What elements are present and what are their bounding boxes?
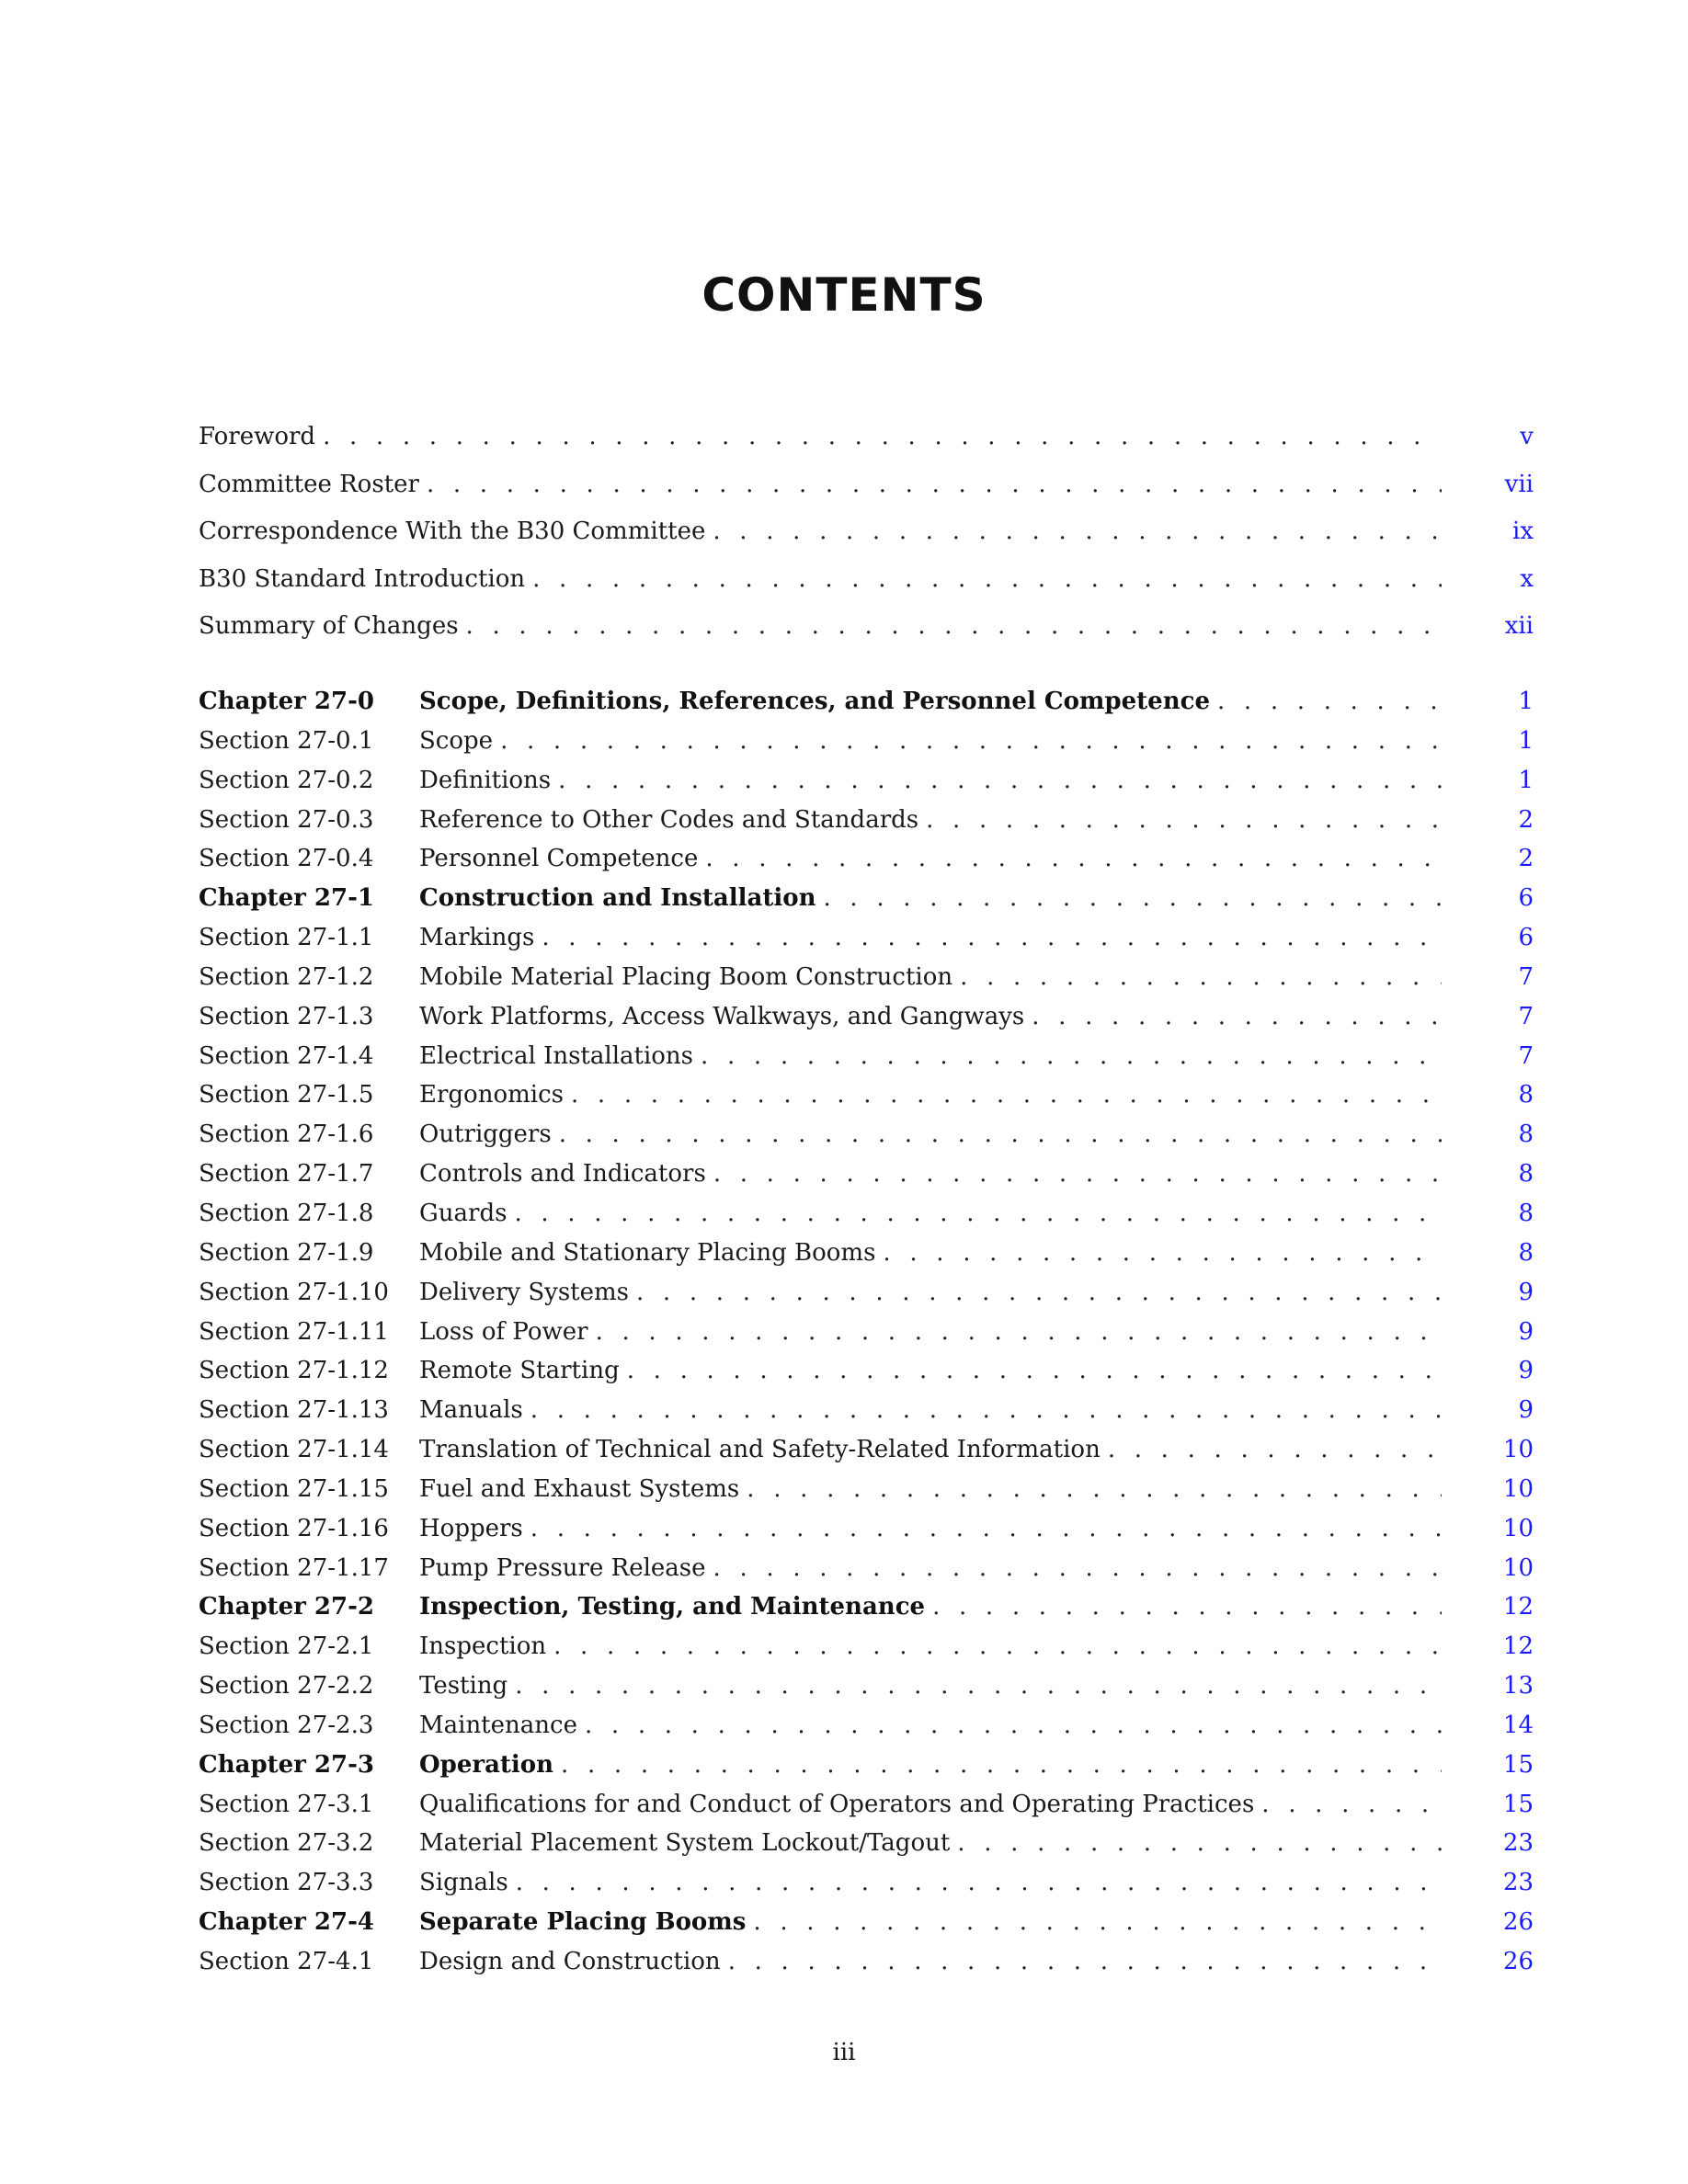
section-label: Section 27-1.12: [199, 1357, 389, 1385]
toc-section-row: [199, 1632, 1534, 1672]
page-link[interactable]: ix: [1512, 518, 1534, 546]
dot-leader: [932, 1593, 1442, 1621]
dot-leader: [571, 1081, 1442, 1109]
dot-leader: [530, 1396, 1442, 1424]
section-label: Section 27-4.1: [199, 1948, 374, 1975]
toc-section-row: [199, 1436, 1534, 1475]
section-label: Section 27-0.3: [199, 805, 374, 834]
section-label: Section 27-1.4: [199, 1041, 374, 1070]
section-title: Reference to Other Codes and Standards: [419, 805, 919, 834]
section-title: Work Platforms, Access Walkways, and Gangways: [419, 1002, 1025, 1030]
dot-leader: [596, 1318, 1442, 1346]
dot-leader: [713, 1160, 1442, 1188]
chapter-label: Chapter 27-0: [199, 688, 374, 715]
section-label: Section 27-2.1: [199, 1632, 374, 1661]
chapter-title: Separate Placing Booms: [419, 1908, 747, 1937]
section-title: Qualifications for and Conduct of Operators and Operating Practices: [419, 1790, 1255, 1818]
chapter-title: Construction and Installation: [419, 884, 816, 913]
toc-chapter-row: [199, 1751, 1534, 1791]
page-link[interactable]: 26: [1502, 1948, 1534, 1975]
dot-leader: [542, 924, 1442, 951]
dot-leader: [713, 1554, 1442, 1582]
page-link[interactable]: 8: [1518, 1199, 1534, 1227]
dot-leader: [553, 1632, 1442, 1660]
toc-section-row: [199, 1081, 1534, 1120]
toc-section-row: [199, 767, 1534, 806]
dot-leader: [957, 1829, 1442, 1857]
toc-entry-foreword: [199, 423, 1534, 471]
toc-entry-standard-introduction: [199, 565, 1534, 613]
page-link[interactable]: 8: [1518, 1238, 1534, 1267]
toc-section-row: [199, 1672, 1534, 1712]
section-title: Markings: [419, 924, 535, 952]
section-title: Design and Construction: [419, 1948, 721, 1975]
dot-leader: [883, 1239, 1442, 1267]
page-link[interactable]: 15: [1502, 1790, 1534, 1818]
toc-chapter-row: [199, 1908, 1534, 1948]
dot-leader: [728, 1948, 1442, 1975]
toc-section-row: [199, 1791, 1534, 1830]
toc-entry-committee-roster: [199, 471, 1534, 518]
page-link[interactable]: 10: [1502, 1436, 1534, 1464]
page-link[interactable]: 8: [1518, 1160, 1534, 1189]
page-link[interactable]: 1: [1518, 726, 1534, 755]
page-link[interactable]: 10: [1502, 1474, 1534, 1503]
toc-entry-summary-of-changes: [199, 612, 1534, 660]
page-link[interactable]: 12: [1502, 1632, 1534, 1661]
section-label: Section 27-3.1: [199, 1790, 374, 1818]
section-title: Material Placement System Lockout/Tagout: [419, 1829, 951, 1858]
dot-leader: [323, 423, 1442, 450]
section-title: Loss of Power: [419, 1317, 588, 1346]
chapter-label: Chapter 27-4: [199, 1908, 374, 1937]
page-link[interactable]: 26: [1502, 1908, 1534, 1937]
section-title: Inspection: [419, 1632, 547, 1661]
page-link[interactable]: 9: [1518, 1317, 1534, 1346]
toc-section-row: [199, 963, 1534, 1003]
toc-entry-title: Correspondence With the B30 Committee: [199, 518, 706, 546]
section-title: Personnel Competence: [419, 845, 699, 873]
dot-leader: [960, 963, 1442, 991]
toc-section-row: [199, 1160, 1534, 1200]
page-link[interactable]: 9: [1518, 1278, 1534, 1306]
page-link[interactable]: v: [1520, 423, 1534, 450]
section-title: Hoppers: [419, 1514, 523, 1542]
page-number-footer: iii: [832, 2039, 856, 2066]
toc-section-row: [199, 727, 1534, 767]
page-link[interactable]: 9: [1518, 1396, 1534, 1425]
page-link[interactable]: 9: [1518, 1357, 1534, 1385]
chapter-label: Chapter 27-3: [199, 1750, 374, 1779]
toc-chapter-row: [199, 688, 1534, 727]
toc-section-row: [199, 1869, 1534, 1908]
section-title: Testing: [419, 1672, 508, 1701]
toc-section-row: [199, 924, 1534, 963]
dot-leader: [753, 1908, 1442, 1936]
toc-section-row: [199, 1829, 1534, 1869]
page-link[interactable]: 7: [1518, 962, 1534, 991]
toc-section-row: [199, 1279, 1534, 1318]
toc-section-row: [199, 1120, 1534, 1160]
toc-section-row: [199, 1515, 1534, 1554]
toc-entry-correspondence: [199, 518, 1534, 565]
section-label: Section 27-1.7: [199, 1160, 374, 1189]
page-link[interactable]: 10: [1502, 1514, 1534, 1542]
chapter-label: Chapter 27-1: [199, 884, 374, 913]
section-title: Maintenance: [419, 1711, 577, 1739]
page-link[interactable]: vii: [1504, 470, 1534, 498]
toc-section-row: [199, 806, 1534, 846]
toc-section-row: [199, 1712, 1534, 1751]
section-label: Section 27-0.1: [199, 726, 374, 755]
section-label: Section 27-1.16: [199, 1514, 389, 1542]
dot-leader: [713, 518, 1442, 545]
toc-section-row: [199, 1318, 1534, 1358]
toc-section-row: [199, 1357, 1534, 1396]
toc-section-row: [199, 1239, 1534, 1279]
dot-leader: [1261, 1791, 1442, 1818]
section-title: Fuel and Exhaust Systems: [419, 1474, 740, 1503]
page-link[interactable]: 8: [1518, 1120, 1534, 1149]
dot-leader: [516, 1869, 1442, 1896]
section-label: Section 27-1.5: [199, 1081, 374, 1109]
section-title: Delivery Systems: [419, 1278, 629, 1306]
section-title: Manuals: [419, 1396, 523, 1425]
page-link[interactable]: 2: [1518, 845, 1534, 873]
section-label: Section 27-1.13: [199, 1396, 389, 1425]
toc-section-row: [199, 1948, 1534, 1987]
dot-leader: [561, 1751, 1442, 1779]
section-label: Section 27-1.9: [199, 1238, 374, 1267]
page-link[interactable]: 23: [1502, 1829, 1534, 1858]
page-link[interactable]: 6: [1518, 924, 1534, 952]
dot-leader: [705, 845, 1442, 872]
toc-section-row: [199, 1475, 1534, 1515]
section-title: Controls and Indicators: [419, 1160, 706, 1189]
dot-leader: [585, 1712, 1442, 1739]
toc-entry-title: Foreword: [199, 423, 316, 450]
dot-leader: [515, 1672, 1442, 1700]
toc-section-row: [199, 1042, 1534, 1082]
page-link[interactable]: 7: [1518, 1002, 1534, 1030]
dot-leader: [1108, 1436, 1442, 1463]
section-label: Section 27-1.10: [199, 1278, 389, 1306]
dot-leader: [558, 767, 1442, 794]
page-link[interactable]: 14: [1502, 1711, 1534, 1739]
page-link[interactable]: 13: [1502, 1672, 1534, 1701]
page-title: CONTENTS: [701, 268, 987, 322]
dot-leader: [466, 612, 1442, 640]
section-title: Signals: [419, 1869, 508, 1897]
dot-leader: [926, 806, 1442, 834]
dot-leader: [701, 1042, 1442, 1070]
dot-leader: [1217, 688, 1442, 715]
section-title: Definitions: [419, 766, 552, 794]
section-label: Section 27-1.3: [199, 1002, 374, 1030]
page-link[interactable]: 1: [1518, 688, 1534, 715]
toc-section-row: [199, 845, 1534, 884]
section-label: Section 27-1.15: [199, 1474, 389, 1503]
section-label: Section 27-1.14: [199, 1436, 389, 1464]
dot-leader: [514, 1200, 1442, 1227]
section-title: Guards: [419, 1199, 508, 1227]
dot-leader: [1032, 1003, 1442, 1030]
toc-section-row: [199, 1396, 1534, 1436]
section-title: Mobile and Stationary Placing Booms: [419, 1238, 876, 1267]
section-title: Ergonomics: [419, 1081, 564, 1109]
page-link[interactable]: 1: [1518, 766, 1534, 794]
section-label: Section 27-3.2: [199, 1829, 374, 1858]
page-link[interactable]: 6: [1518, 884, 1534, 913]
page-link[interactable]: x: [1520, 564, 1534, 593]
dot-leader: [427, 471, 1442, 498]
toc-chapter-row: [199, 1593, 1534, 1632]
section-label: Section 27-1.17: [199, 1553, 389, 1582]
page-link[interactable]: 2: [1518, 805, 1534, 834]
section-title: Translation of Technical and Safety-Related Information: [419, 1436, 1101, 1464]
section-title: Pump Pressure Release: [419, 1553, 706, 1582]
dot-leader: [559, 1120, 1442, 1148]
section-label: Section 27-3.3: [199, 1869, 374, 1897]
section-label: Section 27-2.3: [199, 1711, 374, 1739]
section-label: Section 27-2.2: [199, 1672, 374, 1701]
toc-section-row: [199, 1554, 1534, 1594]
section-title: Outriggers: [419, 1120, 552, 1149]
toc-section-row: [199, 1200, 1534, 1239]
page-link[interactable]: 23: [1502, 1869, 1534, 1897]
dot-leader: [500, 727, 1442, 755]
page-link[interactable]: 10: [1502, 1553, 1534, 1582]
dot-leader: [532, 565, 1442, 593]
page-link[interactable]: 15: [1502, 1750, 1534, 1779]
chapter-title: Scope, Definitions, References, and Personnel Competence: [419, 688, 1210, 715]
dot-leader: [747, 1475, 1442, 1503]
section-label: Section 27-0.2: [199, 766, 374, 794]
section-label: Section 27-0.4: [199, 845, 374, 873]
dot-leader: [823, 884, 1442, 912]
dot-leader: [636, 1279, 1442, 1306]
toc-entry-title: Committee Roster: [199, 470, 419, 498]
section-label: Section 27-1.2: [199, 962, 374, 991]
page-link[interactable]: 7: [1518, 1041, 1534, 1070]
section-label: Section 27-1.11: [199, 1317, 389, 1346]
page-link[interactable]: xii: [1504, 612, 1534, 641]
dot-leader: [530, 1515, 1442, 1542]
section-title: Electrical Installations: [419, 1041, 694, 1070]
toc-chapter-row: [199, 884, 1534, 924]
chapter-title: Inspection, Testing, and Maintenance: [419, 1593, 926, 1621]
section-label: Section 27-1.6: [199, 1120, 374, 1149]
section-label: Section 27-1.1: [199, 924, 374, 952]
section-title: Mobile Material Placing Boom Construction: [419, 962, 953, 991]
section-label: Section 27-1.8: [199, 1199, 374, 1227]
section-title: Scope: [419, 726, 494, 755]
page-link[interactable]: 8: [1518, 1081, 1534, 1109]
section-title: Remote Starting: [419, 1357, 620, 1385]
page-link[interactable]: 12: [1502, 1593, 1534, 1621]
front-matter-list: [199, 423, 1534, 660]
toc-section-row: [199, 1003, 1534, 1042]
toc-entry-title: B30 Standard Introduction: [199, 564, 526, 593]
chapter-title: Operation: [419, 1750, 554, 1779]
chapter-section-list: [199, 688, 1534, 1987]
dot-leader: [627, 1357, 1442, 1384]
chapter-label: Chapter 27-2: [199, 1593, 374, 1621]
toc-entry-title: Summary of Changes: [199, 612, 459, 641]
